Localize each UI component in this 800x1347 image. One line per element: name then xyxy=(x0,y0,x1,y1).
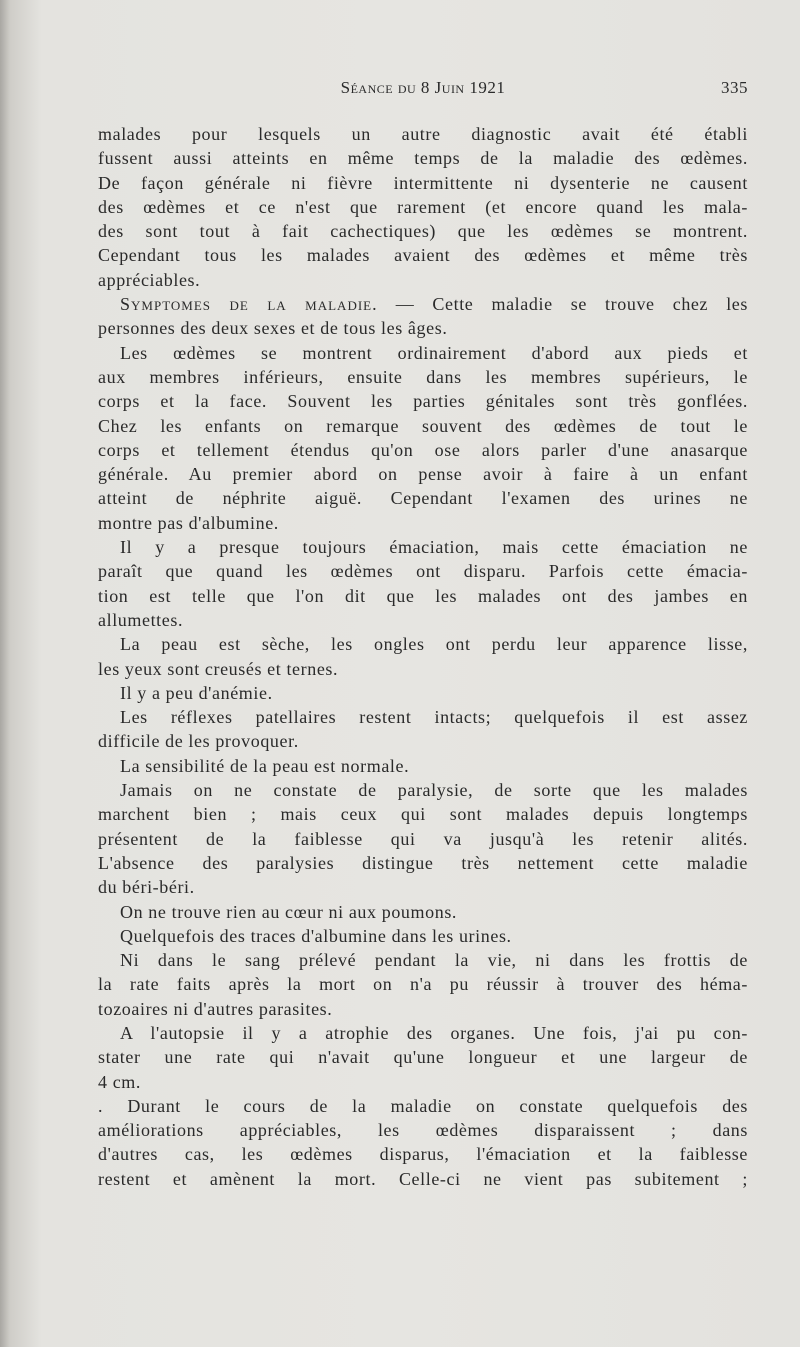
text-line: corps et la face. Souvent les parties génitales sont très gonflées. xyxy=(98,391,748,412)
body-text xyxy=(98,122,748,1191)
text-line: marchent bien ; mais ceux qui sont malades depuis longtemps xyxy=(98,804,748,825)
text-line: Il y a presque toujours émaciation, mais cette émaciation ne xyxy=(120,537,748,558)
text-line: malades pour lesquels un autre diagnostic avait été établi xyxy=(98,124,748,144)
text-line-fragment: — Cette maladie se trouve chez les xyxy=(377,294,748,315)
text-line: De façon générale ni fièvre intermittente ni dysenterie ne causent xyxy=(98,172,748,193)
text-line: personnes des deux sexes et de tous les âges. xyxy=(98,318,448,339)
text-line: tozoaires ni d'autres parasites. xyxy=(98,998,333,1019)
text-line: améliorations appréciables, les œdèmes disparaissent ; dans xyxy=(98,1120,748,1141)
text-line: Ni dans le sang prélevé pendant la vie, ni dans les frottis de xyxy=(120,950,748,971)
text-line: difficile de les provoquer. xyxy=(98,731,299,752)
text-line: L'absence des paralysies distingue très nettement cette maladie xyxy=(98,852,748,873)
text-line: 4 cm. xyxy=(98,1071,141,1092)
text-line: Les réflexes patellaires restent intacts; quelquefois il est assez xyxy=(120,707,748,728)
text-line: A l'autopsie il y a atrophie des organes. Une fois, j'ai pu con- xyxy=(120,1022,748,1043)
text-line: allumettes. xyxy=(98,609,184,630)
running-header xyxy=(98,78,748,102)
text-line: corps et tellement étendus qu'on ose alors parler d'une anasarque xyxy=(98,439,748,460)
text-line: La peau est sèche, les ongles ont perdu leur apparence lisse, xyxy=(120,634,748,655)
section-heading: Symptomes de la maladie. xyxy=(120,294,378,315)
text-line: aux membres inférieurs, ensuite dans les membres supérieurs, le xyxy=(98,366,748,387)
text-line: Il y a peu d'anémie. xyxy=(120,682,273,703)
text-line: restent et amènent la mort. Celle-ci ne vient pas subitement ; xyxy=(98,1168,748,1189)
text-line: montre pas d'albumine. xyxy=(98,512,279,533)
text-line: appréciables. xyxy=(98,269,201,290)
text-line: des sont tout à fait cachectiques) que les œdèmes se montrent. xyxy=(98,221,748,242)
text-line: d'autres cas, les œdèmes disparus, l'émaciation et la faiblesse xyxy=(98,1144,748,1165)
text-line: Les œdèmes se montrent ordinairement d'abord aux pieds et xyxy=(120,342,748,363)
text-line: atteint de néphrite aiguë. Cependant l'examen des urines ne xyxy=(98,488,748,509)
text-line: La sensibilité de la peau est normale. xyxy=(120,755,410,776)
text-line: Quelquefois des traces d'albumine dans les urines. xyxy=(120,925,512,946)
text-line: des œdèmes et ce n'est que rarement (et encore quand les mala- xyxy=(98,196,748,217)
page-number: 335 xyxy=(721,78,748,97)
text-line: Cependant tous les malades avaient des œdèmes et même très xyxy=(98,245,748,266)
text-line: fussent aussi atteints en même temps de la maladie des œdèmes. xyxy=(98,148,748,169)
text-line: générale. Au premier abord on pense avoir à faire à un enfant xyxy=(98,464,748,485)
book-page xyxy=(10,0,800,1347)
text-line: stater une rate qui n'avait qu'une longueur et une largeur de xyxy=(98,1047,748,1068)
text-line: tion est telle que l'on dit que les malades ont des jambes en xyxy=(98,585,748,606)
text-line: On ne trouve rien au cœur ni aux poumons. xyxy=(120,901,458,922)
text-line: Jamais on ne constate de paralysie, de sorte que les malades xyxy=(120,780,748,801)
text-line: du béri-béri. xyxy=(98,877,195,898)
section-heading-line xyxy=(98,292,748,316)
text-line: . Durant le cours de la maladie on constate quelquefois des xyxy=(98,1095,748,1116)
running-header-title: Séance du 8 Juin 1921 xyxy=(340,78,506,97)
text-line: les yeux sont creusés et ternes. xyxy=(98,658,339,679)
text-line: paraît que quand les œdèmes ont disparu. Parfois cette émacia- xyxy=(98,561,748,582)
text-line: la rate faits après la mort on n'a pu réussir à trouver des héma- xyxy=(98,974,748,995)
text-line: présentent de la faiblesse qui va jusqu'à les retenir alités. xyxy=(98,828,748,849)
text-line: Chez les enfants on remarque souvent des œdèmes de tout le xyxy=(98,415,748,436)
